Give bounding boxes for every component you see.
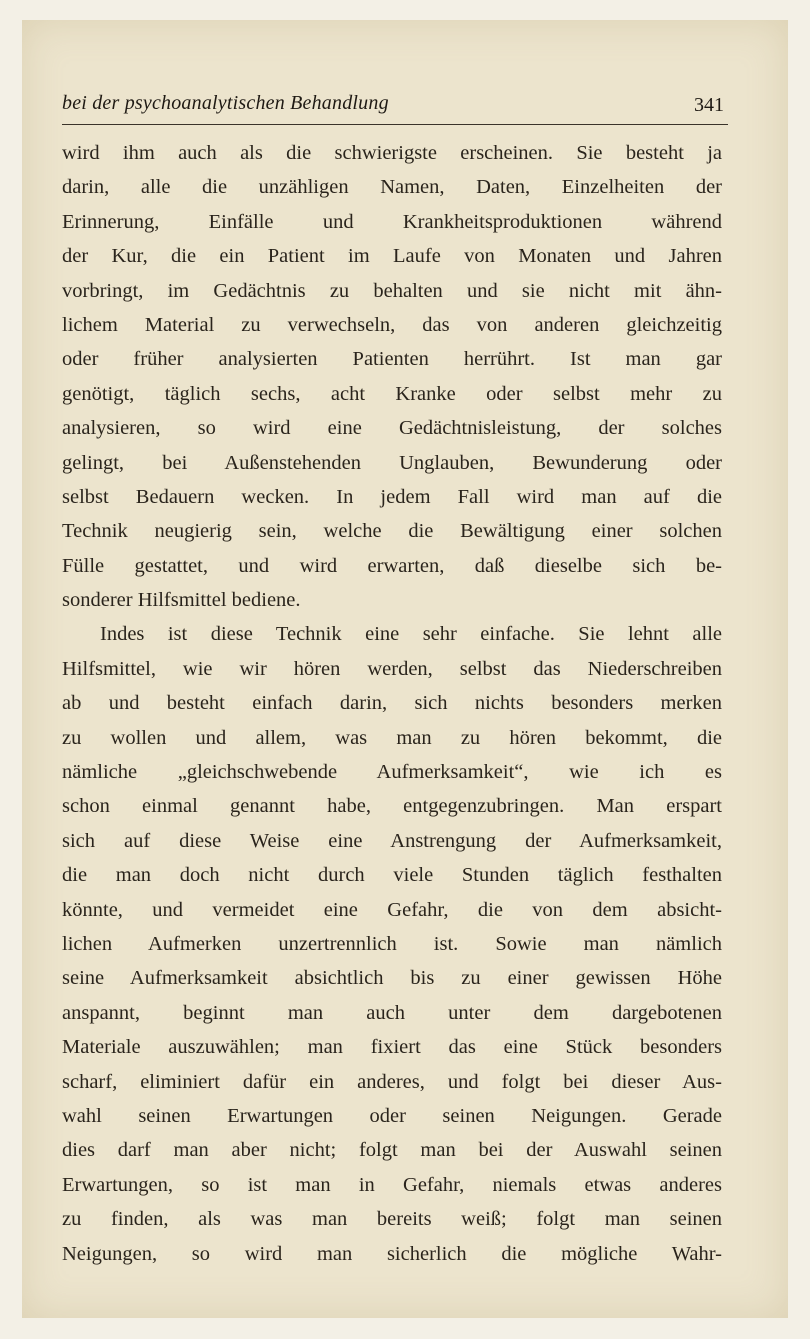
text-line: oder früher analysierten Patienten herrührt. Ist man gar — [62, 348, 722, 371]
text-line: vorbringt, im Gedächtnis zu behalten und sie nicht mit ähn- — [62, 279, 722, 302]
text-line: sich auf diese Weise eine Anstrengung der Aufmerksamkeit, — [62, 829, 722, 852]
text-line: Erwartungen, so ist man in Gefahr, niemals etwas anderes — [62, 1173, 722, 1196]
paragraph-1 — [62, 136, 722, 617]
text-line: schon einmal genannt habe, entgegenzubringen. Man erspart — [62, 795, 722, 818]
text-line: wahl seinen Erwartungen oder seinen Neigungen. Gerade — [62, 1104, 722, 1127]
text-line: Indes ist diese Technik eine sehr einfache. Sie lehnt alle — [100, 623, 722, 646]
text-line: nämliche „gleichschwebende Aufmerksamkeit“, wie ich es — [62, 761, 722, 784]
text-line: darin, alle die unzähligen Namen, Daten, Einzelheiten der — [62, 176, 722, 199]
text-line: der Kur, die ein Patient im Laufe von Monaten und Jahren — [62, 245, 722, 268]
text-line: anspannt, beginnt man auch unter dem dargebotenen — [62, 1001, 722, 1024]
page-number: 341 — [694, 94, 724, 116]
text-line: lichen Aufmerken unzertrennlich ist. Sowie man nämlich — [62, 932, 722, 955]
text-line: ab und besteht einfach darin, sich nichts besonders merken — [62, 692, 722, 715]
text-line: zu finden, als was man bereits weiß; folgt man seinen — [62, 1208, 722, 1231]
text-line: Fülle gestattet, und wird erwarten, daß dieselbe sich be- — [62, 554, 722, 577]
text-line: könnte, und vermeidet eine Gefahr, die von dem absicht- — [62, 898, 722, 921]
text-line: Neigungen, so wird man sicherlich die mögliche Wahr- — [62, 1242, 722, 1265]
text-line: genötigt, täglich sechs, acht Kranke oder selbst mehr zu — [62, 382, 722, 405]
running-header — [62, 92, 728, 125]
text-line: sonderer Hilfsmittel bediene. — [62, 589, 301, 612]
text-line: dies darf man aber nicht; folgt man bei der Auswahl seinen — [62, 1139, 722, 1162]
text-line: Technik neugierig sein, welche die Bewältigung einer solchen — [62, 520, 722, 543]
text-line: Hilfsmittel, wie wir hören werden, selbst das Niederschreiben — [62, 657, 722, 680]
text-line: die man doch nicht durch viele Stunden täglich festhalten — [62, 864, 722, 887]
text-line: zu wollen und allem, was man zu hören bekommt, die — [62, 726, 722, 749]
paragraph-2 — [62, 617, 722, 1270]
text-line: scharf, eliminiert dafür ein anderes, und folgt bei dieser Aus- — [62, 1070, 722, 1093]
text-line: Materiale auszuwählen; man fixiert das eine Stück besonders — [62, 1036, 722, 1059]
body-text — [62, 136, 722, 1271]
book-page — [22, 20, 788, 1318]
text-line: analysieren, so wird eine Gedächtnisleistung, der solches — [62, 417, 722, 440]
text-line: selbst Bedauern wecken. In jedem Fall wird man auf die — [62, 485, 722, 508]
running-head-title: bei der psychoanalytischen Behandlung — [62, 92, 389, 114]
text-line: wird ihm auch als die schwierigste erscheinen. Sie besteht ja — [62, 142, 722, 164]
text-line: seine Aufmerksamkeit absichtlich bis zu einer gewissen Höhe — [62, 967, 722, 990]
text-line: gelingt, bei Außenstehenden Unglauben, Bewunderung oder — [62, 451, 722, 474]
text-line: Erinnerung, Einfälle und Krankheitsproduktionen während — [62, 210, 722, 233]
text-line: lichem Material zu verwechseln, das von anderen gleichzeitig — [62, 313, 722, 336]
